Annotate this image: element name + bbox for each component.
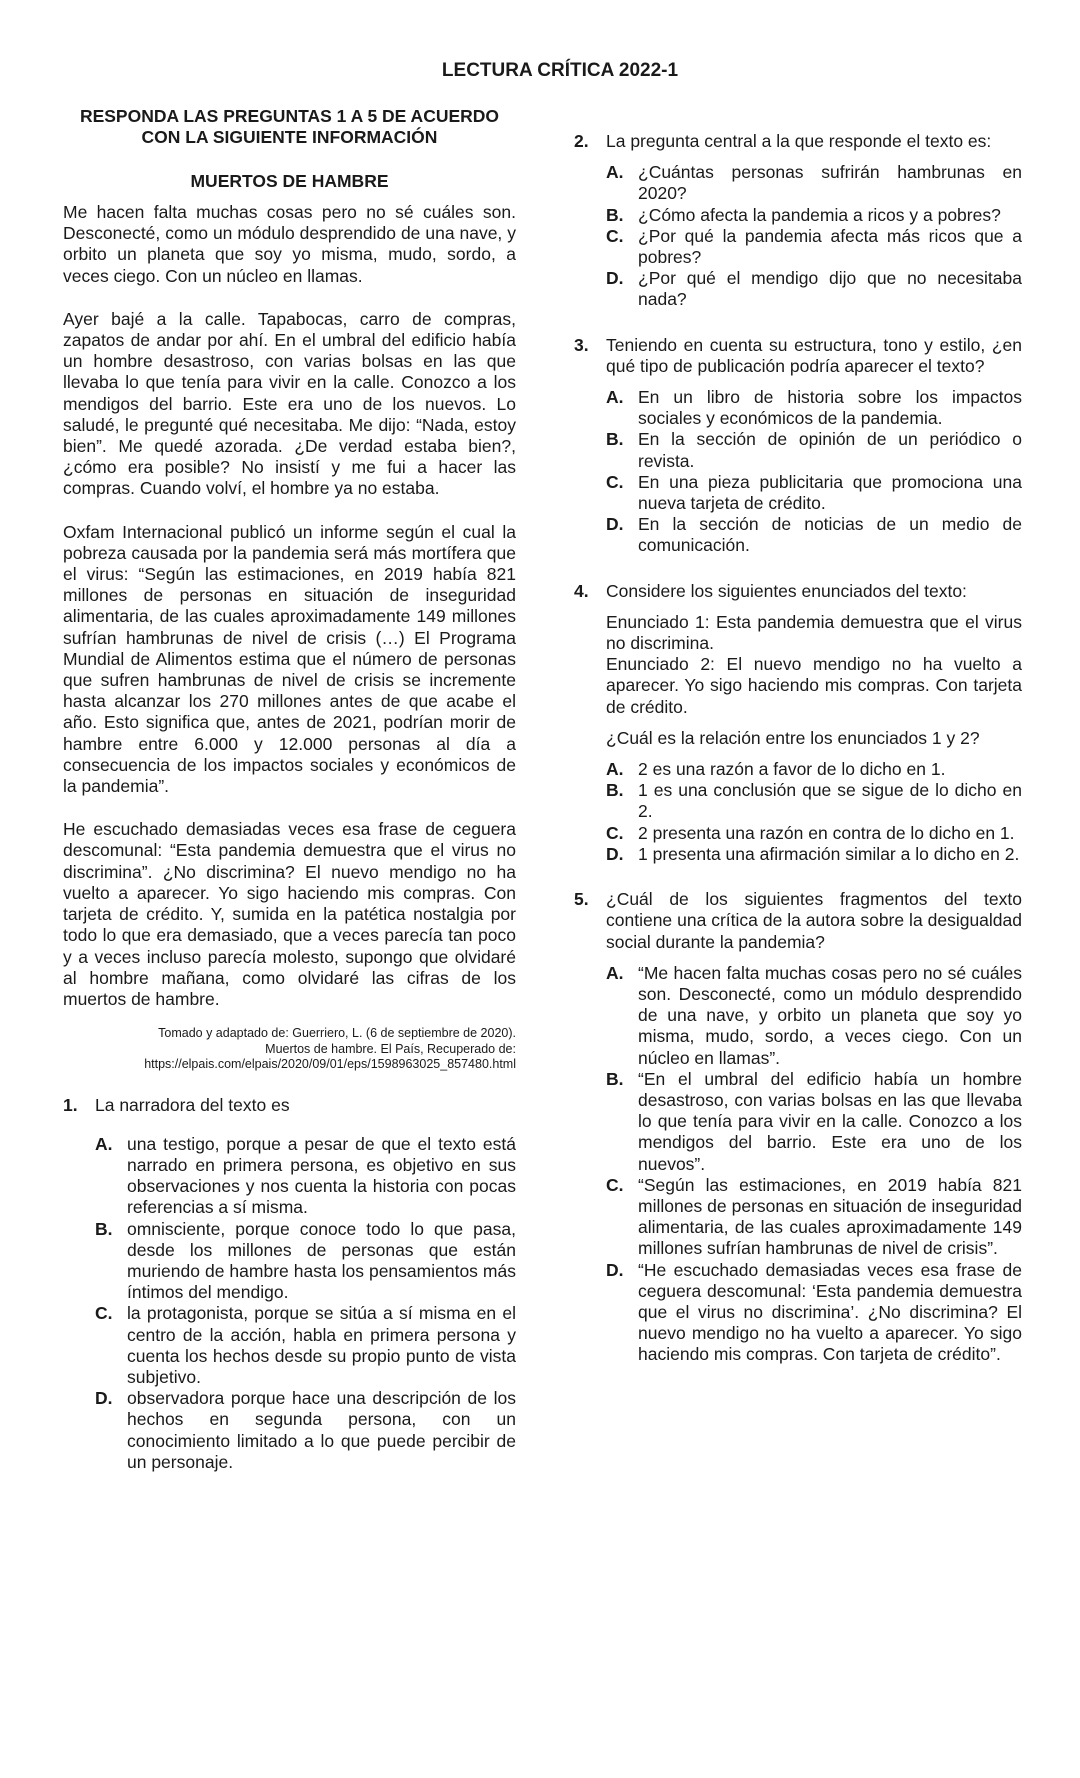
reading-paragraph: Me hacen falta muchas cosas pero no sé cuáles son. Desconecté, como un módulo desprendido de una nave, y orbito un planeta que soy yo misma, mudo, sordo, a veces ciego. Con un núcleo en llamas.	[63, 202, 516, 286]
option-text: 2 presenta una razón en contra de lo dicho en 1.	[638, 822, 1015, 843]
option-letter: A.	[606, 759, 624, 780]
answer-option-d	[606, 1260, 1022, 1366]
question-2	[574, 131, 1022, 311]
answer-options	[63, 1134, 516, 1473]
question-number: 4.	[574, 580, 589, 601]
option-letter: D.	[606, 1259, 624, 1280]
option-letter: D.	[95, 1388, 113, 1409]
question-5	[574, 889, 1022, 1365]
option-letter: D.	[606, 514, 624, 535]
answer-option-a	[606, 963, 1022, 1069]
left-column	[63, 106, 516, 1497]
option-letter: A.	[606, 162, 624, 183]
question-number: 3.	[574, 334, 589, 355]
answer-option-a	[606, 759, 1022, 780]
answer-option-d	[95, 1388, 516, 1473]
source-line: Tomado y adaptado de: Guerriero, L. (6 de septiembre de 2020).	[158, 1026, 516, 1041]
right-column	[574, 131, 1022, 1390]
option-letter: B.	[606, 780, 624, 801]
source-line: https://elpais.com/elpais/2020/09/01/eps/1598963025_857480.html	[144, 1057, 516, 1072]
option-letter: A.	[606, 387, 624, 408]
answer-option-a	[606, 162, 1022, 204]
option-letter: B.	[606, 1068, 624, 1089]
answer-options	[574, 963, 1022, 1366]
option-letter: D.	[606, 843, 624, 864]
option-text: omnisciente, porque conoce todo lo que pasa, desde los millones de personas que están muriendo de hambre hasta los pensamientos más íntimos del mendigo.	[127, 1218, 516, 1303]
answer-option-b	[606, 1069, 1022, 1175]
answer-options	[574, 759, 1022, 865]
question-stem: Considere los siguientes enunciados del texto:	[606, 580, 967, 601]
option-text: 1 es una conclusión que se sigue de lo dicho en 2.	[638, 780, 1022, 822]
question-stem: Teniendo en cuenta su estructura, tono y estilo, ¿en qué tipo de publicación podría aparecer el texto?	[606, 334, 1022, 376]
answer-option-c	[606, 823, 1022, 844]
source-line: Muertos de hambre. El País, Recuperado de:	[265, 1041, 516, 1056]
option-letter: B.	[95, 1218, 113, 1239]
answer-options	[574, 162, 1022, 310]
option-text: En una pieza publicitaria que promociona una nueva tarjeta de crédito.	[638, 471, 1022, 514]
question-4	[574, 581, 1022, 865]
option-text: ¿Por qué el mendigo dijo que no necesitaba nada?	[638, 268, 1022, 310]
option-text: En la sección de opinión de un periódico o revista.	[638, 429, 1022, 471]
reading-paragraph: Oxfam Internacional publicó un informe según el cual la pobreza causada por la pandemia será más mortífera que el virus: “Según las estimaciones, en 2019 había 821 millones de personas en situación de inseguridad alimentaria, de las cuales aproximadamente 149 millones sufrían hambrunas de nivel de crisis (…) El Programa Mundial de Alimentos estima que el número de personas que sufren hambrunas de nivel de crisis se incremente hasta alcanzar los 270 millones antes de que acabe el año. Esto significa que, antes de 2021, podrían morir de hambre entre 6.000 y 12.000 personas al día a consecuencia de los impactos sociales y económicos de la pandemia”.	[63, 521, 516, 797]
option-text: En un libro de historia sobre los impactos sociales y económicos de la pandemia.	[638, 387, 1022, 429]
answer-option-d	[606, 268, 1022, 310]
option-text: observadora porque hace una descripción de los hechos en segunda persona, con un conocimiento limitado a lo que puede percibir de un personaje.	[127, 1388, 516, 1472]
option-text: ¿Cuántas personas sufrirán hambrunas en 2020?	[638, 162, 1022, 204]
statement-2: Enunciado 2: El nuevo mendigo no ha vuelto a aparecer. Yo sigo haciendo mis compras. Con tarjeta de crédito.	[606, 654, 1022, 717]
option-text: ¿Por qué la pandemia afecta más ricos que a pobres?	[638, 225, 1022, 268]
answer-option-c	[606, 472, 1022, 514]
answer-options	[574, 387, 1022, 557]
option-text: la protagonista, porque se sitúa a sí misma en el centro de la acción, habla en primera persona y cuenta los hechos desde su propio punto de vista subjetivo.	[127, 1303, 516, 1388]
option-letter: C.	[606, 471, 624, 492]
answer-option-a	[606, 387, 1022, 429]
question-3	[574, 335, 1022, 557]
question-1	[63, 1095, 516, 1473]
question-ask: ¿Cuál es la relación entre los enunciados 1 y 2?	[606, 727, 980, 748]
option-text: “En el umbral del edificio había un hombre desastroso, con varias bolsas en las que llevaba lo que tenía para vivir en la calle. Conozco a los mendigos del barrio. Este era uno de los nuevos”.	[638, 1068, 1022, 1174]
reading-paragraph: He escuchado demasiadas veces esa frase de ceguera descomunal: “Esta pandemia demuestra que el virus no discrimina”. ¿No discrimina? El nuevo mendigo no ha vuelto a aparecer. Yo sigo haciendo mis compras. Con tarjeta de crédito. Y, sumida en la patética nostalgia por todo lo que era demasiado, que a veces parecía tan poco y a veces incluso parecía molesto, supongo que olvidaré al hombre mañana, como olvidaré las cifras de los muertos de hambre.	[63, 819, 516, 1009]
answer-option-d	[606, 514, 1022, 556]
option-text: ¿Cómo afecta la pandemia a ricos y a pobres?	[638, 204, 1001, 225]
answer-option-b	[606, 205, 1022, 226]
option-letter: B.	[606, 429, 624, 450]
answer-option-a	[95, 1134, 516, 1219]
option-letter: C.	[606, 1174, 624, 1195]
question-number: 5.	[574, 889, 589, 910]
answer-option-b	[606, 429, 1022, 471]
option-text: “He escuchado demasiadas veces esa frase de ceguera descomunal: ‘Esta pandemia demuestra que el virus no discrimina’. ¿No discrimina? El nuevo mendigo no ha vuelto a aparecer. Yo sigo haciendo mis compras. Con tarjeta de crédito”.	[638, 1259, 1022, 1365]
option-text: En la sección de noticias de un medio de comunicación.	[638, 514, 1022, 556]
option-letter: B.	[606, 204, 624, 225]
answer-option-c	[606, 1175, 1022, 1260]
option-letter: A.	[606, 962, 624, 983]
statement-1: Enunciado 1: Esta pandemia demuestra que el virus no discrimina.	[606, 611, 1022, 654]
question-stem: La pregunta central a la que responde el texto es:	[606, 131, 992, 151]
option-letter: C.	[606, 225, 624, 246]
option-text: 1 presenta una afirmación similar a lo dicho en 2.	[638, 843, 1020, 864]
option-text: “Me hacen falta muchas cosas pero no sé cuáles son. Desconecté, como un módulo desprendido de una nave, y orbito un planeta que soy yo misma, mudo, sordo, a veces ciego. Con un núcleo en llamas”.	[638, 962, 1022, 1068]
reading-paragraph: Ayer bajé a la calle. Tapabocas, carro de compras, zapatos de andar por ahí. En el umbral del edificio había un hombre desastroso, con varias bolsas en las que llevaba lo que tenía para vivir en la calle. Conozco a los mendigos del barrio. Este era uno de los nuevos. Lo saludé, le pregunté qué necesitaba. Me dijo: “Nada, estoy bien”. Me quedé azorada. ¿De verdad estaba bien?, ¿cómo era posible? No insistí y me fui a hacer las compras. Cuando volví, el hombre ya no estaba.	[63, 308, 516, 499]
option-letter: C.	[606, 822, 624, 843]
option-text: una testigo, porque a pesar de que el texto está narrado en primera persona, es objetivo en sus observaciones y nos cuenta la historia con pocas referencias a sí misma.	[127, 1133, 516, 1218]
instructions-heading: RESPONDA LAS PREGUNTAS 1 A 5 DE ACUERDO CON LA SIGUIENTE INFORMACIÓN	[79, 106, 500, 147]
answer-option-c	[606, 226, 1022, 268]
reading-title: MUERTOS DE HAMBRE	[190, 171, 389, 191]
option-letter: D.	[606, 268, 624, 289]
answer-option-b	[606, 780, 1022, 822]
source-citation	[63, 1026, 516, 1073]
answer-option-d	[606, 844, 1022, 865]
answer-option-b	[95, 1219, 516, 1304]
page-title: LECTURA CRÍTICA 2022-1	[441, 60, 679, 81]
question-number: 1.	[63, 1094, 78, 1115]
answer-option-c	[95, 1303, 516, 1388]
question-stem: ¿Cuál de los siguientes fragmentos del texto contiene una crítica de la autora sobre la desigualdad social durante la pandemia?	[606, 889, 1022, 952]
option-text: 2 es una razón a favor de lo dicho en 1.	[638, 759, 946, 780]
option-letter: C.	[95, 1303, 113, 1324]
question-stem: La narradora del texto es	[95, 1094, 290, 1115]
option-text: “Según las estimaciones, en 2019 había 821 millones de personas en situación de inseguridad alimentaria, de las cuales aproximadamente 149 millones sufrían hambrunas de nivel de crisis”.	[638, 1174, 1022, 1259]
question-number: 2.	[574, 131, 589, 151]
statements-block	[574, 612, 1022, 718]
option-letter: A.	[95, 1133, 113, 1154]
